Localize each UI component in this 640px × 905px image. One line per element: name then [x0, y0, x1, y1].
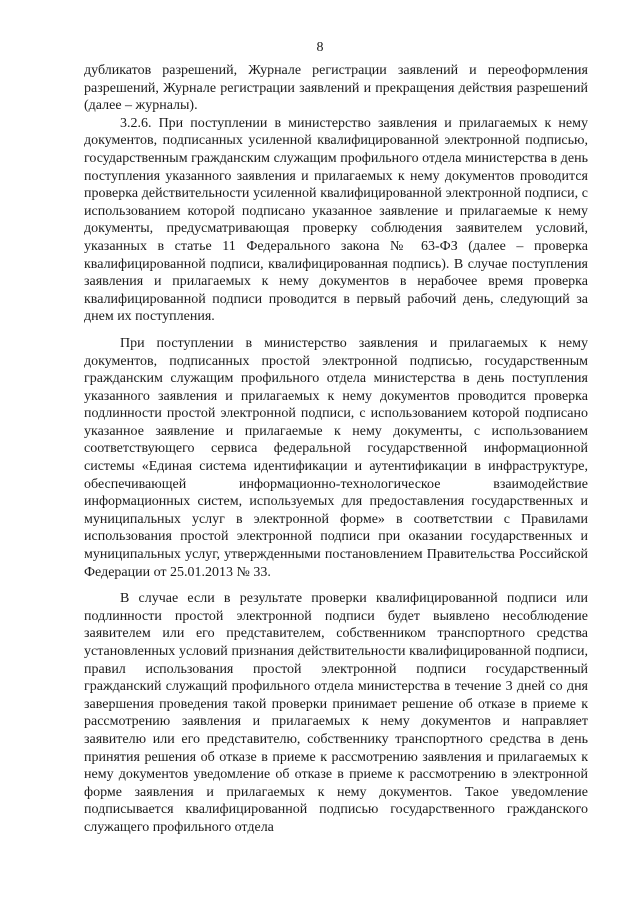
document-body	[84, 62, 588, 837]
paragraph-continuation: дубликатов разрешений, Журнале регистрации заявлений и переоформления разрешений, Журнале регистрации заявлений и прекращения действия разрешений (далее – журналы).	[84, 63, 588, 114]
paragraph-verification-failure: В случае если в результате проверки квалифицированной подписи или подлинности простой электронной подписи будет выявлено несоблюдение заявителем или его представителем, собственником транспортного средства установленных условий признания действительности квалифицированной подписи, правил использования простой электронной подписи государственный гражданский служащий профильного отдела министерства в течение 3 дней со дня завершения проведения такой проверки принимает решение об отказе в приеме к рассмотрению заявления и прилагаемых к нему документов и направляет заявителю или его представителю, собственнику транспортного средства в день принятия решения об отказе в приеме к рассмотрению заявления и прилагаемых к нему документов уведомление об отказе в приеме к рассмотрению в электронной форме заявления и прилагаемых к нему документов. Такое уведомление подписывается квалифицированной подписью государственного гражданского служащего профильного отдела	[84, 591, 588, 835]
paragraph-3-2-6: 3.2.6. При поступлении в министерство заявления и прилагаемых к нему документов, подписанных усиленной квалифицированной электронной подписью, государственным гражданским служащим профильного отдела министерства в день поступления указанного заявления и прилагаемых к нему документов проводится проверка действительности усиленной квалифицированной электронной подписи, с использованием которой подписано указанное заявление и прилагаемые к нему документы, предусматривающая проверку соблюдения заявителем условий, указанных в статье 11 Федерального закона № 63-ФЗ (далее – проверка квалифицированной подписи, квалифицированная подпись). В случае поступления заявления и прилагаемых к нему документов в нерабочее время проверка квалифицированной подписи проводится в первый рабочий день, следующий за днем их поступления.	[84, 115, 588, 325]
paragraph-simple-signature: При поступлении в министерство заявления и прилагаемых к нему документов, подписанных простой электронной подписью, государственным гражданским служащим профильного отдела министерства в день поступления указанного заявления и прилагаемых к нему документов проводится проверка подлинности простой электронной подписи, с использованием которой подписано указанное заявление и прилагаемые к нему документы, с использованием соответствующего сервиса федеральной государственной информационной системы «Единая система идентификации и аутентификации в инфраструктуре, обеспечивающей информационно-технологическое взаимодействие информационных систем, используемых для предоставления государственных и муниципальных услуг в электронной форме» в соответствии с Правилами использования простой электронной подписи при оказании государственных и муниципальных услуг, утвержденными постановлением Правительства Российской Федерации от 25.01.2013 № 33.	[84, 335, 588, 580]
page-number: 8	[316, 40, 324, 55]
